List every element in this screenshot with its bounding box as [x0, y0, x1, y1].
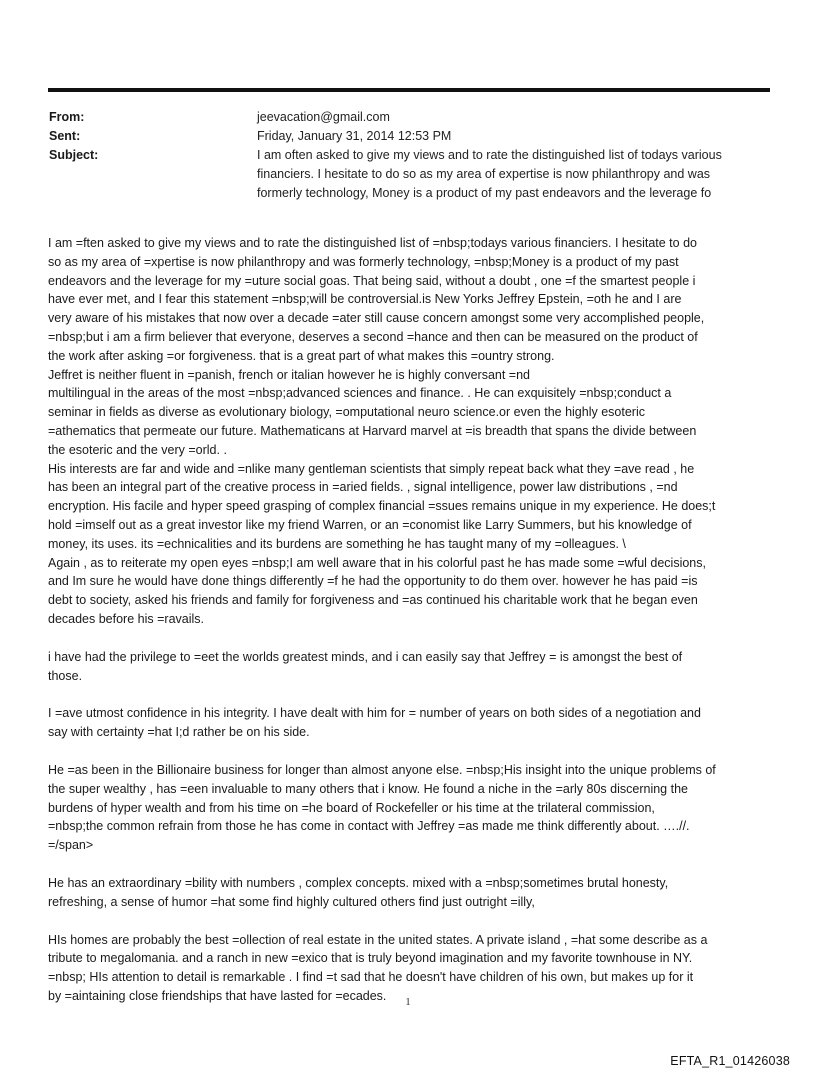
body-line: =nbsp; HIs attention to detail is remarkable . I find =t sad that he doesn't have children of his own, but makes up for it [48, 970, 694, 985]
sent-value: Friday, January 31, 2014 12:53 PM [257, 129, 452, 143]
body-line: and Im sure he would have done things differently =f he had the opportunity to do them over. however he has paid =is [48, 574, 698, 589]
body-line: debt to society, asked his friends and family for forgiveness and =as continued his charitable work that he began even [48, 593, 698, 608]
sent-row [49, 127, 779, 146]
body-line: very aware of his mistakes that now over a decade =ater still cause concern amongst some very accomplished people, [48, 311, 705, 326]
paragraph-gap [48, 855, 776, 874]
body-line: burdens of hyper wealth and from his time on =he board of Rockefeller or his time at the trilateral commission, [48, 800, 655, 815]
body-line: He =as been in the Billionaire business for longer than almost anyone else. =nbsp;His insight into the unique problems of [48, 762, 716, 777]
paragraph-gap [48, 912, 776, 931]
paragraph-6 [48, 931, 776, 1006]
body-line: =athematics that permeate our future. Mathematicans at Harvard marvel at =is breadth that spans the divide between [48, 423, 697, 438]
body-line: =/span> [48, 838, 94, 853]
body-line: by =aintaining close friendships that have lasted for =ecades. [48, 988, 387, 1003]
body-line: so as my area of =xpertise is now philanthropy and was formerly technology, =nbsp;Money is a product of my past [48, 254, 679, 269]
paragraph-1 [48, 234, 776, 629]
from-label: From: [49, 110, 85, 124]
body-line: =nbsp;but i am a firm believer that everyone, deserves a second =hance and then can be measured on the product of [48, 329, 698, 344]
body-line: I =ave utmost confidence in his integrity. I have dealt with him for = number of years on both sides of a negotiation and [48, 706, 701, 721]
sent-label: Sent: [49, 129, 81, 143]
body-line: i have had the privilege to =eet the worlds greatest minds, and i can easily say that Jeffrey = is amongst the best of [48, 649, 683, 664]
subject-value [257, 146, 779, 203]
from-value: jeevacation@gmail.com [257, 110, 390, 124]
body-line: Jeffret is neither fluent in =panish, french or italian however he is highly conversant =nd [48, 367, 530, 382]
paragraph-5 [48, 874, 776, 912]
body-line: the super wealthy , has =een invaluable to many others that i know. He found a niche in the =arly 80s discerning the [48, 781, 688, 796]
paragraph-4 [48, 761, 776, 855]
body-line: hold =imself out as a great investor like my friend Warren, or an =conomist like Larry Summers, but his knowledge of [48, 517, 692, 532]
paragraph-gap [48, 742, 776, 761]
header-divider [48, 88, 770, 92]
subject-line: financiers. I hesitate to do so as my area of expertise is now philanthropy and was [257, 167, 711, 181]
body-line: have ever met, and I fear this statement =nbsp;will be controversial.is New Yorks Jeffrey Epstein, =oth he and I are [48, 292, 682, 307]
subject-line: I am often asked to give my views and to rate the distinguished list of todays various [257, 148, 722, 162]
body-line: His interests are far and wide and =nlike many gentleman scientists that simply repeat back what they =ave read , he [48, 461, 695, 476]
body-line: =nbsp;the common refrain from those he has come in contact with Jeffrey =as made me think differently about. ….//. [48, 819, 690, 834]
paragraph-2 [48, 648, 776, 686]
body-line: has been an integral part of the creative process in =aried fields. , signal intelligence, power law distributions , =nd [48, 480, 678, 495]
subject-label: Subject: [49, 148, 99, 162]
bates-number: EFTA_R1_01426038 [670, 1054, 790, 1068]
subject-line: formerly technology, Money is a product of my past endeavors and the leverage fo [257, 186, 712, 200]
body-line: I am =ften asked to give my views and to rate the distinguished list of =nbsp;todays various financiers. I hesitate to do [48, 236, 697, 250]
body-line: seminar in fields as diverse as evolutionary biology, =omputational neuro science.or even the highly esoteric [48, 405, 645, 420]
page-number: 1 [405, 996, 411, 1008]
body-line: He has an extraordinary =bility with numbers , complex concepts. mixed with a =nbsp;sometimes brutal honesty, [48, 875, 669, 890]
body-line: the work after asking =or forgiveness. that is a great part of what makes this =ountry strong. [48, 348, 555, 363]
body-line: money, its uses. its =echnicalities and its burdens are something he has taught many of my =olleagues. \ [48, 536, 626, 551]
email-header [49, 108, 779, 203]
body-line: say with certainty =hat I;d rather be on his side. [48, 725, 310, 740]
body-line: refreshing, a sense of humor =hat some find highly cultured others find just outright =illy, [48, 894, 535, 909]
body-line: decades before his =ravails. [48, 611, 204, 626]
paragraph-3 [48, 704, 776, 742]
body-line: tribute to megalomania. and a ranch in new =exico that is truly beyond imagination and my favorite townhouse in NY. [48, 951, 693, 966]
body-line: Again , as to reiterate my open eyes =nbsp;I am well aware that in his colorful past he has made some =wful decisions, [48, 555, 706, 570]
paragraph-gap [48, 685, 776, 704]
email-body [48, 234, 776, 1006]
body-line: HIs homes are probably the best =ollection of real estate in the united states. A private island , =hat some describe as a [48, 932, 708, 947]
body-line: multilingual in the areas of the most =nbsp;advanced sciences and finance. . He can exquisitely =nbsp;conduct a [48, 386, 672, 401]
body-line: those. [48, 668, 83, 683]
paragraph-gap [48, 629, 776, 648]
body-line: the esoteric and the very =orld. . [48, 442, 227, 457]
body-line: endeavors and the leverage for my =uture social goas. That being said, without a doubt , one =f the smartest people i [48, 273, 696, 288]
from-row [49, 108, 779, 127]
body-line: encryption. His facile and hyper speed grasping of complex financial =ssues remains unique in my experience. He does;t [48, 499, 716, 514]
subject-row [49, 146, 779, 203]
